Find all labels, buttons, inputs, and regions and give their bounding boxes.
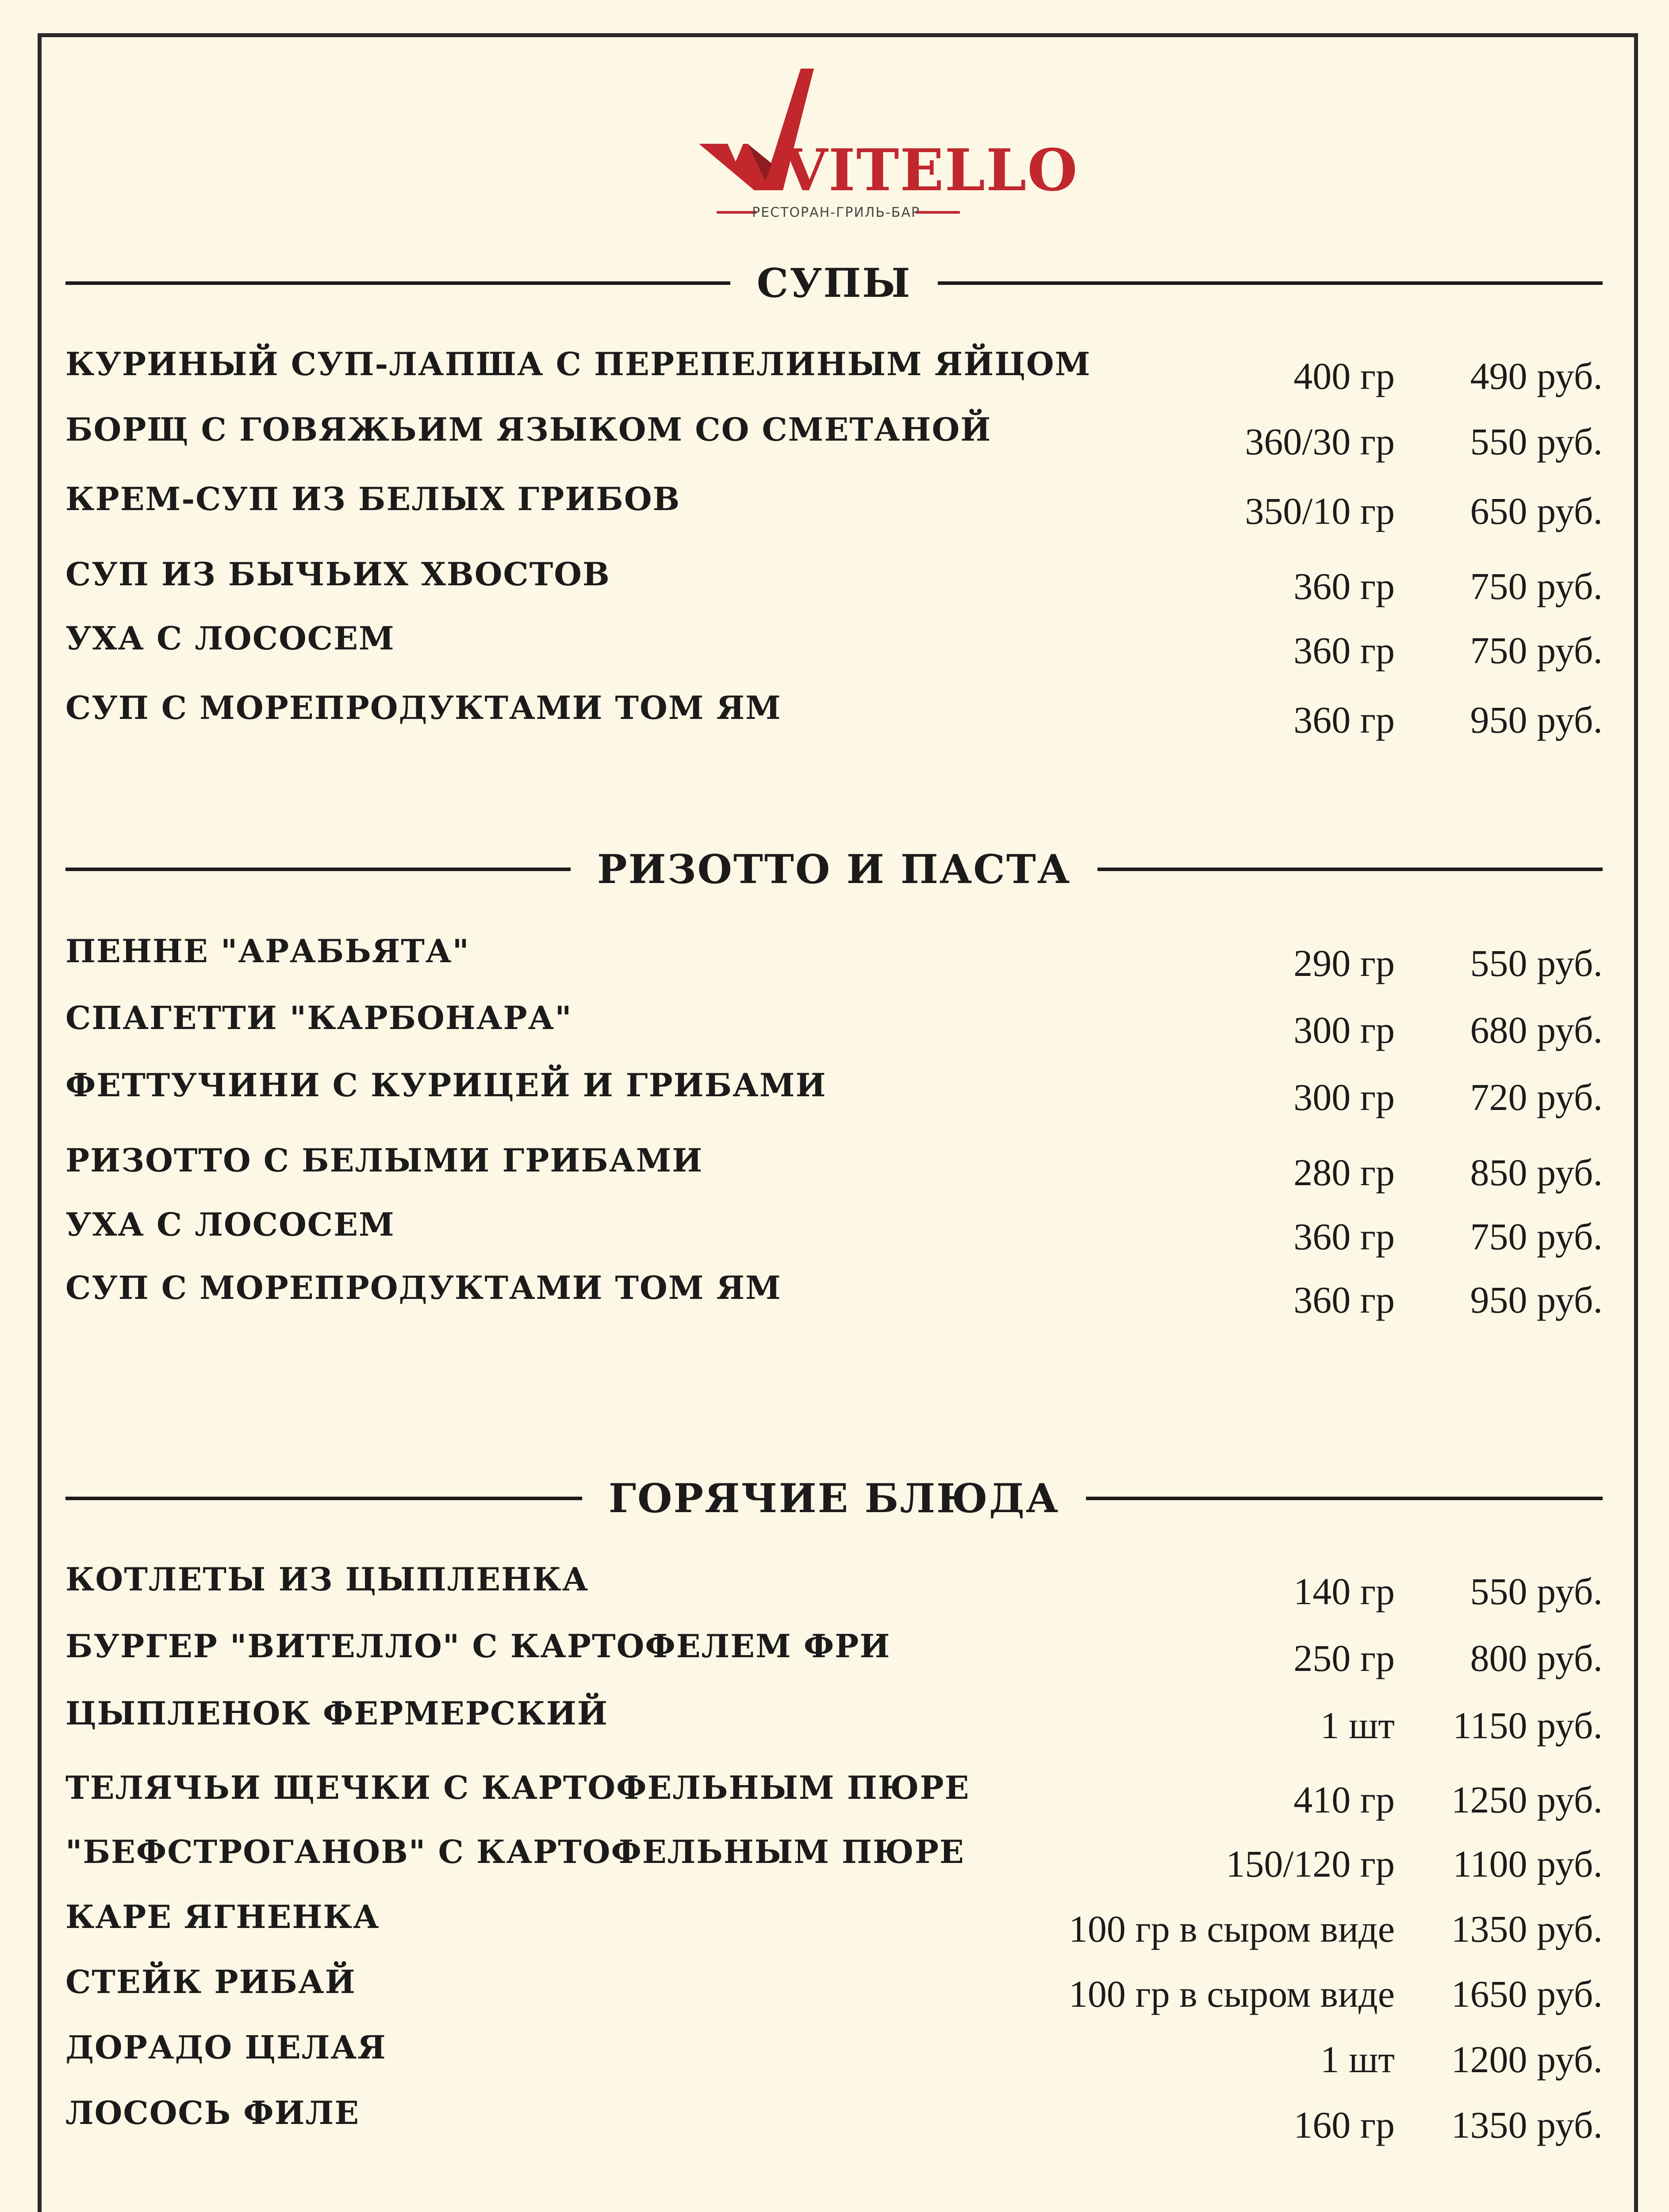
item-price: 680 руб.: [1470, 1009, 1603, 1051]
item-name: ДОРАДО ЦЕЛАЯ: [65, 2028, 387, 2066]
item-price: 720 руб.: [1470, 1076, 1603, 1118]
menu-item: [65, 1898, 1603, 1950]
item-weight: 290 гр: [1293, 942, 1395, 984]
item-name: УХА С ЛОСОСЕМ: [65, 619, 395, 657]
item-name: СТЕЙК РИБАЙ: [65, 1963, 356, 2001]
item-name: "БЕФСТРОГАНОВ" С КАРТОФЕЛЬНЫМ ПЮРЕ: [65, 1833, 965, 1870]
menu-item: [65, 1206, 1603, 1258]
item-name: ФЕТТУЧИНИ С КУРИЦЕЙ И ГРИБАМИ: [65, 1066, 827, 1104]
svg-text:РЕСТОРАН-ГРИЛЬ-БАР: РЕСТОРАН-ГРИЛЬ-БАР: [752, 205, 920, 220]
item-price: 1350 руб.: [1451, 1908, 1603, 1950]
item-price: 550 руб.: [1470, 420, 1603, 463]
item-weight: 300 гр: [1293, 1076, 1395, 1118]
menu-item: [65, 1833, 1603, 1885]
item-price: 800 руб.: [1470, 1637, 1603, 1679]
item-name: БОРЩ С ГОВЯЖЬИМ ЯЗЫКОМ СО СМЕТАНОЙ: [65, 411, 992, 448]
item-price: 1100 руб.: [1452, 1843, 1603, 1885]
section-heading-soups: [65, 257, 1603, 310]
item-price: 1350 руб.: [1451, 2104, 1603, 2146]
item-name: СУП С МОРЕПРОДУКТАМИ ТОМ ЯМ: [65, 1269, 782, 1306]
item-weight: 410 гр: [1293, 1778, 1395, 1821]
item-weight: 140 гр: [1293, 1570, 1395, 1613]
menu-item: [65, 2094, 1603, 2146]
item-price: 650 руб.: [1470, 490, 1603, 532]
section-title: СУПЫ: [756, 260, 912, 307]
item-name: ПЕННЕ "АРАБЬЯТА": [65, 932, 470, 970]
item-name: РИЗОТТО С БЕЛЫМИ ГРИБАМИ: [65, 1141, 703, 1179]
item-weight: 360/30 гр: [1245, 420, 1395, 463]
menu-item: [65, 411, 1603, 463]
item-weight: 160 гр: [1293, 2104, 1395, 2146]
item-name: СУП ИЗ БЫЧЬИХ ХВОСТОВ: [65, 555, 610, 593]
item-price: 850 руб.: [1470, 1151, 1603, 1194]
item-price: 490 руб.: [1470, 355, 1603, 397]
item-name: КУРИНЫЙ СУП-ЛАПША С ПЕРЕПЕЛИНЫМ ЯЙЦОМ: [65, 345, 1091, 383]
menu-item: [65, 619, 1603, 672]
menu-item: [65, 555, 1603, 607]
item-weight: 100 гр в сыром виде: [1068, 1973, 1395, 2015]
item-price: 550 руб.: [1470, 942, 1603, 984]
item-name: СУП С МОРЕПРОДУКТАМИ ТОМ ЯМ: [65, 689, 782, 726]
item-price: 1150 руб.: [1452, 1704, 1603, 1747]
item-weight: 150/120 гр: [1226, 1843, 1395, 1885]
item-weight: 350/10 гр: [1245, 490, 1395, 532]
item-weight: 360 гр: [1293, 1279, 1395, 1321]
item-weight: 300 гр: [1293, 1009, 1395, 1051]
item-weight: 1 шт: [1320, 1704, 1395, 1747]
item-price: 750 руб.: [1470, 565, 1603, 607]
item-price: 1200 руб.: [1451, 2038, 1603, 2081]
restaurant-logo: [681, 64, 1078, 228]
menu-item: [65, 689, 1603, 741]
item-weight: 100 гр в сыром виде: [1068, 1908, 1395, 1950]
item-name: БУРГЕР "ВИТЕЛЛО" С КАРТОФЕЛЕМ ФРИ: [65, 1627, 891, 1665]
item-name: КОТЛЕТЫ ИЗ ЦЫПЛЕНКА: [65, 1560, 589, 1598]
svg-text:VITELLO: VITELLO: [783, 136, 1078, 204]
item-price: 750 руб.: [1470, 1215, 1603, 1258]
section-heading-risotto-pasta: [65, 843, 1603, 896]
item-name: ТЕЛЯЧЬИ ЩЕЧКИ С КАРТОФЕЛЬНЫМ ПЮРЕ: [65, 1769, 970, 1806]
item-weight: 360 гр: [1293, 699, 1395, 741]
vitello-logo-icon: [681, 64, 1078, 228]
menu-item: [65, 999, 1603, 1051]
item-name: СПАГЕТТИ "КАРБОНАРА": [65, 999, 572, 1037]
item-price: 1650 руб.: [1451, 1973, 1603, 2015]
item-name: УХА С ЛОСОСЕМ: [65, 1206, 395, 1243]
menu-item: [65, 1963, 1603, 2015]
item-weight: 400 гр: [1293, 355, 1395, 397]
item-price: 550 руб.: [1470, 1570, 1603, 1613]
section-title: РИЗОТТО И ПАСТА: [597, 846, 1071, 893]
menu-item: [65, 1769, 1603, 1821]
item-price: 950 руб.: [1470, 1279, 1603, 1321]
item-price: 1250 руб.: [1451, 1778, 1603, 1821]
menu-item: [65, 1560, 1603, 1613]
item-weight: 360 гр: [1293, 629, 1395, 672]
menu-item: [65, 480, 1603, 532]
item-price: 950 руб.: [1470, 699, 1603, 741]
menu-item: [65, 1694, 1603, 1747]
menu-item: [65, 1141, 1603, 1194]
item-name: ЛОСОСЬ ФИЛЕ: [65, 2094, 360, 2131]
item-weight: 1 шт: [1320, 2038, 1395, 2081]
menu-item: [65, 345, 1603, 397]
item-name: КАРЕ ЯГНЕНКА: [65, 1898, 380, 1936]
item-price: 750 руб.: [1470, 629, 1603, 672]
item-name: КРЕМ-СУП ИЗ БЕЛЫХ ГРИБОВ: [65, 480, 681, 518]
item-weight: 360 гр: [1293, 1215, 1395, 1258]
section-heading-hot-dishes: [65, 1472, 1603, 1525]
item-weight: 280 гр: [1293, 1151, 1395, 1194]
section-title: ГОРЯЧИЕ БЛЮДА: [608, 1475, 1060, 1522]
menu-item: [65, 1269, 1603, 1321]
item-name: ЦЫПЛЕНОК ФЕРМЕРСКИЙ: [65, 1694, 608, 1732]
menu-item: [65, 1627, 1603, 1679]
menu-item: [65, 1066, 1603, 1118]
item-weight: 250 гр: [1293, 1637, 1395, 1679]
item-weight: 360 гр: [1293, 565, 1395, 607]
menu-item: [65, 932, 1603, 984]
menu-item: [65, 2028, 1603, 2081]
